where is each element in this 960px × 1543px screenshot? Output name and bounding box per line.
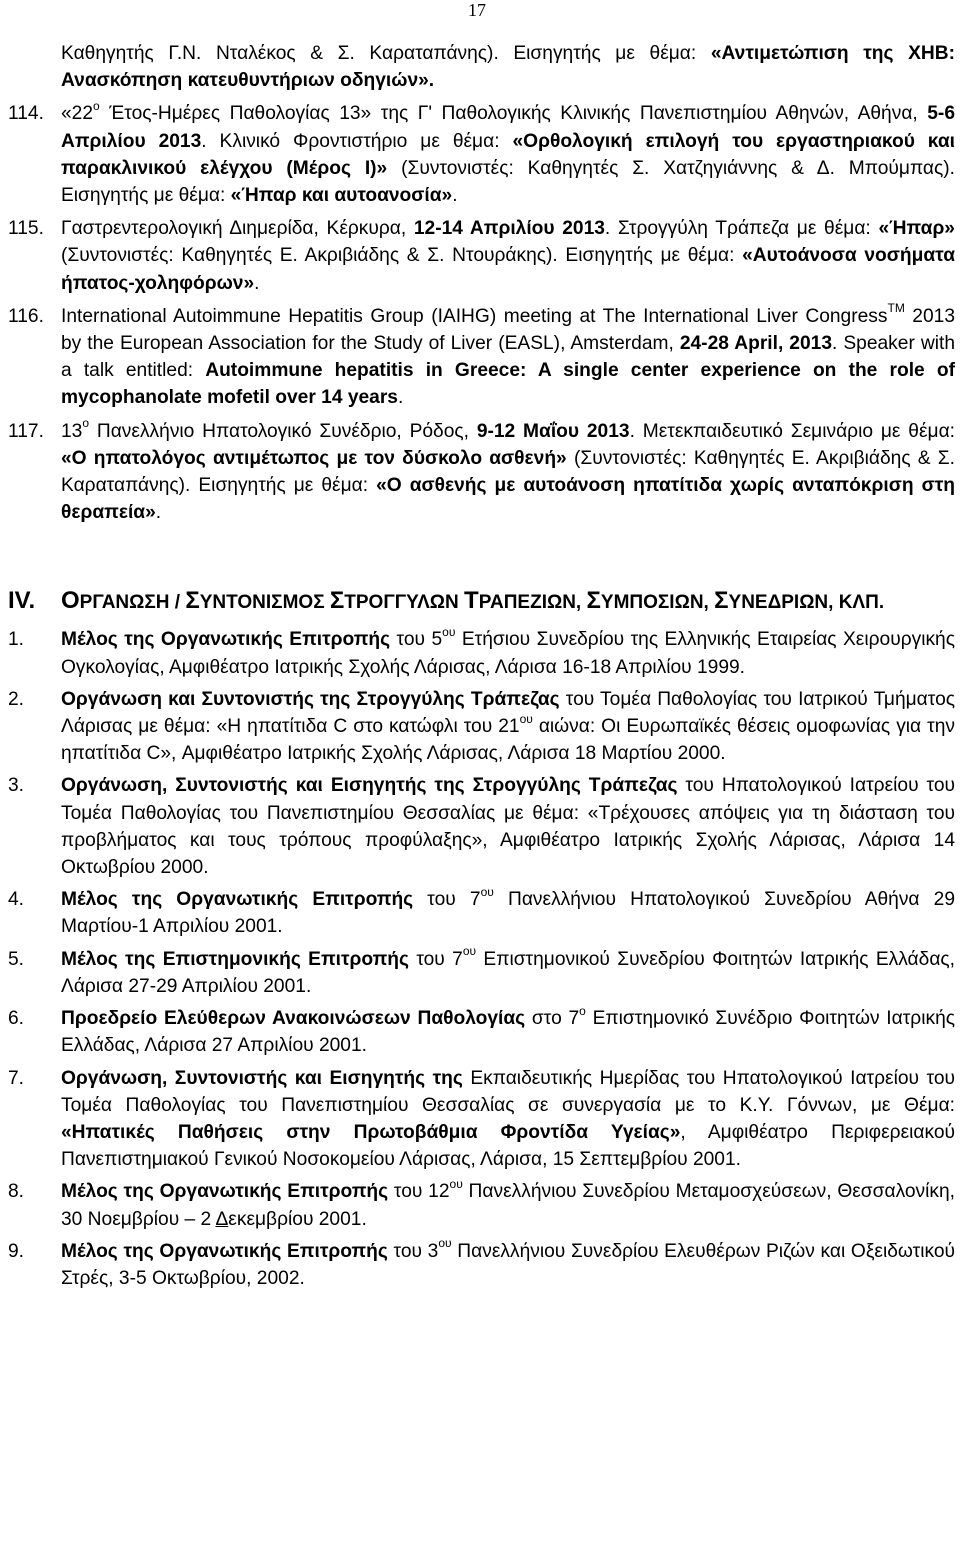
- list-item: [0, 418, 955, 527]
- list-item: [0, 1178, 955, 1232]
- section-title-part: Σ: [714, 587, 729, 615]
- item-number: 115.: [8, 218, 44, 240]
- text-run: . Κλινικό Φροντιστήριο με θέμα:: [201, 130, 513, 152]
- text-run: Πανελλήνιου Συνεδρίου Μεταμοσχεύσεων, Θεσσαλονίκη, 30 Νοεμβρίου – 2: [61, 1181, 956, 1230]
- item-number: 5.: [8, 948, 25, 970]
- item-text: [61, 100, 955, 209]
- superscript: ου: [438, 1236, 452, 1251]
- text-run: του 7: [413, 889, 481, 911]
- text-run: Δ: [215, 1208, 229, 1230]
- bold-text: «Ο ηπατολόγος αντιμέτωπος με τον δύσκολο ασθενή»: [61, 447, 567, 469]
- item-text: [61, 418, 955, 527]
- superscript: ο: [579, 1003, 586, 1018]
- bold-text: «Ηπατικές Παθήσεις στην Πρωτοβάθμια Φροντίδα Υγείας»: [61, 1121, 681, 1143]
- bold-text: «Αυτοάνοσα νοσήματα ήπατος-χοληφόρων»: [61, 245, 955, 294]
- section-title-part: Σ: [329, 587, 345, 615]
- bold-text: «Ήπαρ»: [878, 218, 955, 240]
- superscript: ου: [442, 625, 456, 640]
- item-number: 1.: [8, 629, 25, 651]
- item-number: 7.: [8, 1067, 25, 1089]
- text-run: , Αμφιθέατρο Περιφερειακού Πανεπιστημιακού Γενικού Νοσοκομείου Λάρισας, Λάρισα, 15 Σεπτεμβρίου 2001.: [61, 1121, 955, 1171]
- list-item: [0, 1005, 955, 1059]
- item-number: 114.: [8, 103, 44, 125]
- section-title-part: ΡΑΠΕΖΙΩΝ,: [478, 592, 587, 614]
- text-run: Επιστημονικό Συνέδριο Φοιτητών Ιατρικής Ελλάδας, Λάρισα 27 Απριλίου 2001.: [61, 1008, 955, 1057]
- text-run: .: [397, 387, 404, 409]
- bold-text: Μέλος της Οργανωτικής Επιτροπής: [61, 1240, 388, 1262]
- item-number: 9.: [8, 1240, 25, 1262]
- bold-text: 12-14 Απριλίου 2013: [413, 218, 605, 240]
- text-run: Επιστημονικού Συνεδρίου Φοιτητών Ιατρικής Ελλάδας, Λάρισα 27-29 Απριλίου 2001.: [61, 948, 955, 997]
- text-run: .: [452, 185, 458, 207]
- text-run: του 3: [387, 1240, 439, 1262]
- text-run: .: [254, 272, 260, 294]
- list-item: [0, 886, 955, 940]
- item-text: [61, 1065, 955, 1174]
- section-title-part: ΡΓΑΝΩΣΗ /: [79, 592, 186, 614]
- section-number: IV.: [8, 587, 36, 615]
- bold-text: 9-12 Μαΐου 2013: [476, 420, 630, 442]
- text-run: . Speaker with a talk entitled:: [61, 333, 955, 382]
- item-number: 116.: [8, 305, 44, 327]
- bold-text: «Ορθολογική επιλογή του εργαστηριακού και παρακλινικού ελέγχου (Μέρος Ι)»: [61, 130, 955, 179]
- section-title: [61, 584, 955, 620]
- item-text: [61, 626, 955, 680]
- text-run: International Autoimmune Hepatitis Group (IAIHG) meeting at The International Liver Congress: [61, 305, 888, 327]
- bold-text: «Ο ασθενής με αυτοάνοση ηπατίτιδα χωρίς ανταπόκριση στη θεραπεία»: [61, 475, 955, 524]
- superscript: TM: [887, 301, 905, 316]
- item-number: 4.: [8, 889, 25, 911]
- text-run: (Συντονιστές: Καθηγητές Σ. Χατζηγιάννης & Δ. Μπούμπας). Εισηγητής με θέμα:: [61, 157, 955, 207]
- section-title-part: ΥΜΠΟΣΙΩΝ,: [600, 592, 715, 614]
- text-run: (Συντονιστές: Καθηγητές Ε. Ακριβιάδης & Σ. Καραταπάνης). Εισηγητής με θέμα:: [61, 447, 955, 497]
- document-body: [0, 40, 955, 1297]
- text-run: Γαστρεντερολογική Διημερίδα, Κέρκυρα,: [61, 218, 414, 240]
- text-run: του 12: [388, 1181, 450, 1203]
- bold-text: 5-6 Απριλίου 2013: [61, 103, 955, 152]
- superscript: ου: [480, 884, 494, 899]
- text-run: αιώνα: Οι Ευρωπαϊκές θέσεις ομοφωνίας για την ηπατίτιδα C», Αμφιθέατρο Ιατρικής Σχολής Λάρισας, Λάρισα 18 Μαρτίου 2000.: [61, 716, 955, 765]
- bold-text: Μέλος της Οργανωτικής Επιτροπής: [61, 629, 391, 651]
- bold-text: Μέλος της Οργανωτικής Επιτροπής: [61, 889, 414, 911]
- text-run: του 5: [390, 629, 443, 651]
- bold-text: Οργάνωση και Συντονιστής της Στρογγύλης Τράπεζας: [61, 688, 560, 710]
- item-number: 8.: [8, 1181, 25, 1203]
- section-title-part: ΤΡΟΓΓΥΛΩΝ: [344, 592, 465, 614]
- item-number: 117.: [8, 420, 44, 442]
- superscript: ο: [93, 99, 100, 114]
- text-run: στο 7: [525, 1008, 580, 1030]
- item-text: [61, 686, 955, 768]
- list-item: [0, 1238, 955, 1292]
- text-run: Πανελλήνιου Ηπατολογικού Συνεδρίου Αθήνα 29 Μαρτίου-1 Απριλίου 2001.: [61, 889, 956, 938]
- list-item: [0, 1065, 955, 1174]
- bold-text: Οργάνωση, Συντονιστής και Εισηγητής της Στρογγύλης Τράπεζας: [61, 775, 678, 797]
- section-title-part: ΥΝΕΔΡΙΩΝ, ΚΛΠ.: [728, 592, 885, 614]
- text-run: (Συντονιστές: Καθηγητές Ε. Ακριβιάδης & Σ. Ντουράκης). Εισηγητής με θέμα:: [61, 245, 743, 267]
- bold-text: Μέλος της Οργανωτικής Επιτροπής: [61, 1181, 389, 1203]
- text-run: Καθηγητής Γ.Ν. Νταλέκος & Σ. Καραταπάνης). Εισηγητής με θέμα:: [61, 43, 711, 64]
- bold-text: Autoimmune hepatitis in Greece: A single center experience on the role of mycophanolate mofetil over 14 years: [61, 360, 955, 409]
- item-number: 6.: [8, 1008, 25, 1030]
- item-text: [61, 40, 955, 94]
- text-run: . Στρογγύλη Τράπεζα με θέμα:: [604, 218, 879, 240]
- bold-text: Μέλος της Επιστημονικής Επιτροπής: [61, 948, 409, 970]
- item-number: 3.: [8, 775, 25, 797]
- text-run: Ετήσιου Συνεδρίου της Ελληνικής Εταιρείας Χειρουργικής Ογκολογίας, Αμφιθέατρο Ιατρικής Σχολής Λάρισας, Λάρισα 16-18 Απριλίου 1999.: [61, 629, 955, 678]
- item-text: [61, 1005, 955, 1059]
- text-run: του Ηπατολογικού Ιατρείου του Τομέα Παθολογίας του Πανεπιστημίου Θεσσαλίας με θέμα: «Τρέχουσες απόψεις για τη διάσταση του προβλήματος και τους τρόπους προφύλαξης», Αμφιθέατρο Ιατρικής Σχολής Λάρισας, Λάρισα 14 Οκτωβρίου 2000.: [61, 775, 955, 879]
- bold-text: «Αντιμετώπιση της ΧΗΒ: Ανασκόπηση κατευθυντήριων οδηγιών».: [61, 43, 955, 92]
- section-title-part: Σ: [586, 587, 601, 615]
- page-number: 17: [468, 0, 486, 20]
- text-run: 13: [61, 420, 83, 442]
- text-run: Έτος-Ημέρες Παθολογίας 13» της Γ' Παθολογικής Κλινικής Πανεπιστημίου Αθηνών, Αθήνα,: [99, 103, 928, 125]
- item-text: [61, 886, 955, 940]
- text-run: Εκπαιδευτικής Ημερίδας του Ηπατολογικού Ιατρείου του Τομέα Παθολογίας του Πανεπιστημίου Θεσσαλίας σε συνεργασία με το Κ.Υ. Γόννων, με Θέμα:: [61, 1067, 955, 1116]
- superscript: ου: [462, 944, 477, 959]
- section-title-part: ΥΝΤΟΝΙΣΜΟΣ: [199, 592, 330, 614]
- list-item: [0, 946, 955, 1000]
- text-run: Πανελλήνιο Ηπατολογικό Συνέδριο, Ρόδος,: [89, 420, 477, 442]
- item-text: [61, 946, 955, 1000]
- text-run: Πανελλήνιου Συνεδρίου Ελευθέρων Ριζών και Οξειδωτικού Στρές, 3-5 Οκτωβρίου, 2002.: [61, 1240, 955, 1289]
- text-run: του Τομέα Παθολογίας του Ιατρικού Τμήματος Λάρισας με θέμα: «Η ηπατίτιδα C στο κατώφλι του 21: [61, 688, 955, 738]
- list-item: [0, 215, 955, 297]
- list-item: [0, 772, 955, 881]
- section-title-part: Σ: [185, 587, 200, 615]
- bold-text: 24-28 April, 2013: [679, 333, 832, 355]
- bold-text: «Ήπαρ και αυτοανοσία»: [230, 185, 453, 207]
- item-text: [61, 215, 955, 297]
- organization-list: [0, 626, 955, 1292]
- text-run: 2013 by the European Association for the Study of Liver (EASL), Amsterdam,: [61, 305, 955, 355]
- item-text: [61, 772, 955, 881]
- list-item: [0, 100, 955, 209]
- section-title-part: Ο: [61, 587, 80, 615]
- list-item: [0, 303, 955, 412]
- item-text: [61, 303, 955, 412]
- list-item: [0, 686, 955, 768]
- superscript: ο: [82, 416, 90, 431]
- item-text: [61, 1238, 955, 1292]
- item-number: 2.: [8, 688, 25, 710]
- text-run: «22: [61, 103, 94, 125]
- text-run: .: [155, 502, 162, 524]
- superscript: ου: [449, 1176, 463, 1191]
- text-run: . Μετεκπαιδευτικό Σεμινάριο με θέμα:: [629, 420, 955, 442]
- entries-continued: [0, 40, 955, 526]
- section-heading: [0, 584, 955, 620]
- section-title-part: Τ: [464, 587, 479, 615]
- bold-text: Οργάνωση, Συντονιστής και Εισηγητής της: [61, 1067, 463, 1089]
- list-item: [0, 40, 955, 94]
- text-run: εκεμβρίου 2001.: [228, 1208, 367, 1230]
- list-item: [0, 626, 955, 680]
- superscript: ου: [519, 711, 533, 726]
- bold-text: Προεδρείο Ελεύθερων Ανακοινώσεων Παθολογίας: [61, 1008, 526, 1030]
- text-run: του 7: [408, 948, 463, 970]
- item-text: [61, 1178, 955, 1232]
